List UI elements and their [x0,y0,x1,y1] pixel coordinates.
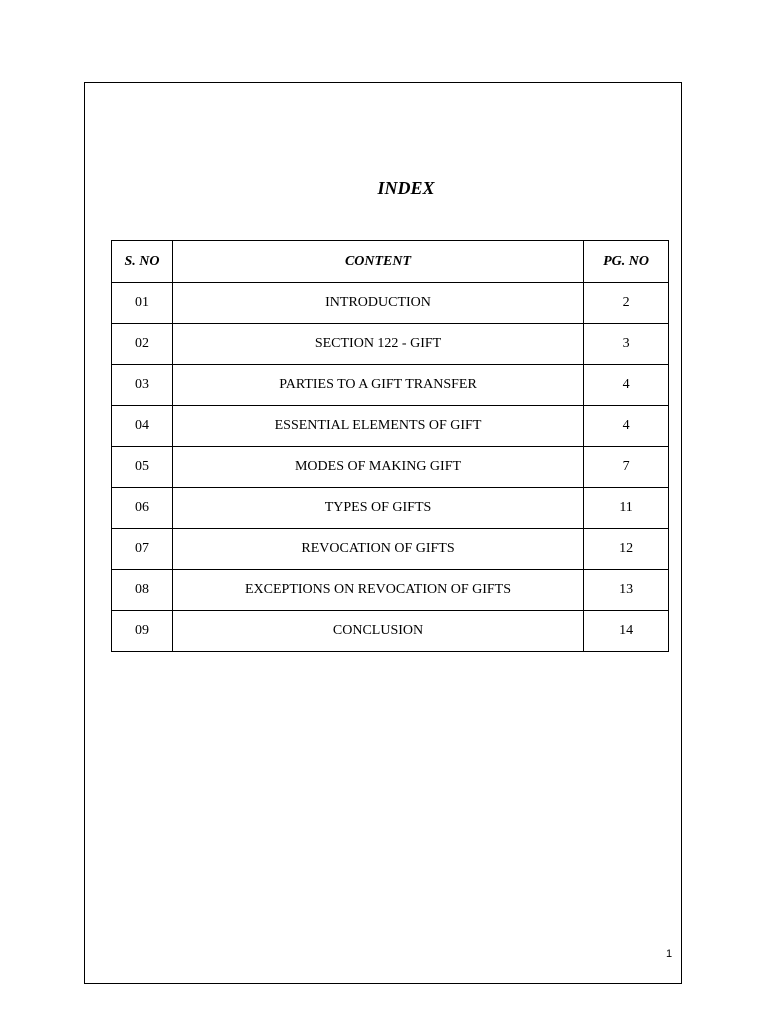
row-sno: 07 [112,529,173,570]
row-pg-no: 4 [584,406,669,447]
table-row [112,365,669,406]
row-pg-no: 12 [584,529,669,570]
page-number: 1 [666,948,673,960]
row-pg-no: 7 [584,447,669,488]
row-sno: 08 [112,570,173,611]
row-content: PARTIES TO A GIFT TRANSFER [172,365,583,406]
row-sno: 05 [112,447,173,488]
table-header-row [112,241,669,283]
row-content: ESSENTIAL ELEMENTS OF GIFT [172,406,583,447]
row-content: INTRODUCTION [172,283,583,324]
row-pg-no: 2 [584,283,669,324]
row-sno: 01 [112,283,173,324]
row-content: REVOCATION OF GIFTS [172,529,583,570]
row-sno: 04 [112,406,173,447]
table-row [112,447,669,488]
row-sno: 06 [112,488,173,529]
page-title-text: INDEX [377,178,435,198]
row-pg-no: 4 [584,365,669,406]
row-sno: 02 [112,324,173,365]
row-content: MODES OF MAKING GIFT [172,447,583,488]
header-sno: S. NO [112,241,173,283]
table-row [112,529,669,570]
table-row [112,406,669,447]
row-pg-no: 3 [584,324,669,365]
table-row [112,324,669,365]
row-content: TYPES OF GIFTS [172,488,583,529]
row-content: CONCLUSION [172,611,583,652]
row-pg-no: 11 [584,488,669,529]
row-pg-no: 14 [584,611,669,652]
row-pg-no: 13 [584,570,669,611]
table-row [112,488,669,529]
table-row [112,611,669,652]
row-sno: 09 [112,611,173,652]
row-content: EXCEPTIONS ON REVOCATION OF GIFTS [172,570,583,611]
page-title [44,178,768,199]
row-sno: 03 [112,365,173,406]
header-pg-no: PG. NO [584,241,669,283]
table-row [112,283,669,324]
row-content: SECTION 122 - GIFT [172,324,583,365]
index-table [111,240,669,652]
header-content: CONTENT [172,241,583,283]
table-row [112,570,669,611]
